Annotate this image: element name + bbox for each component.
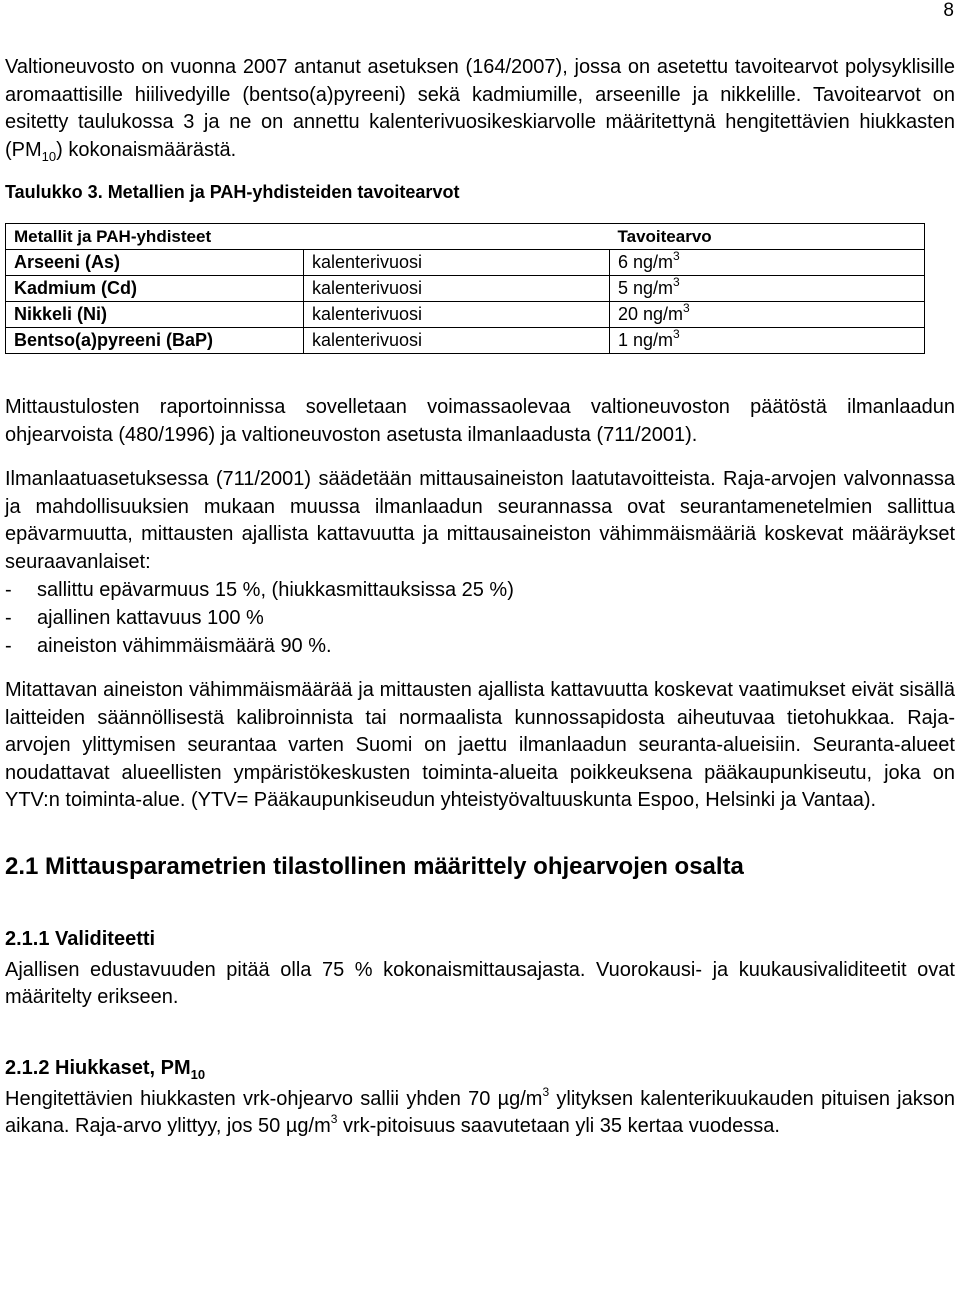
table-header-row — [6, 224, 925, 250]
table-caption: Taulukko 3. Metallien ja PAH-yhdisteiden tavoitearvot — [5, 182, 460, 202]
validity-paragraph: Ajallisen edustavuuden pitää olla 75 % kokonaismittausajasta. Vuorokausi- ja kuukausivaliditeetit ovat määritelty erikseen. — [5, 958, 955, 1008]
cell-value: 20 $ng/m^3$ — [610, 302, 925, 328]
intro-paragraph — [5, 54, 955, 164]
cell-period: kalenterivuosi — [304, 328, 610, 354]
cell-value: 5 $ng/m^3$ — [610, 276, 925, 302]
cell-period: kalenterivuosi — [304, 276, 610, 302]
cell-period: kalenterivuosi — [304, 250, 610, 276]
subsection-heading-validity: 2.1.1 Validiteetti — [5, 927, 156, 950]
list-item: - sallittu epävarmuus 15 %, (hiukkasmittauksissa 25 %) — [5, 579, 514, 601]
page-number: 8 — [943, 0, 954, 21]
list-item: - aineiston vähimmäismäärä 90 %. — [5, 635, 332, 657]
reporting-paragraph: Mittaustulosten raportoinnissa sovelletaan voimassaolevaa valtioneuvoston päätöstä ilmanlaadun ohjearvoista (480/1996) ja valtioneuvoston asetusta ilmanlaadusta (711/2001). — [5, 396, 955, 446]
table-row — [6, 276, 925, 302]
pm10-subscript: 10 — [41, 148, 57, 164]
table-row — [6, 328, 925, 354]
minimum-paragraph: Mitattavan aineiston vähimmäismäärää ja mittausten ajallista kattavuutta koskevat vaatimukset eivät sisällä laitteiden säännöllisestä kalibroinnista tai normaalista kunnossapidosta aiheutuvaa tietohukkaa. Raja-arvojen ylittymisen seurantaa varten Suomi on jaettu ilmanlaadun seuranta-alueisiin. Seuranta-alueet noudattavat alueellisten ympäristökeskusten toiminta-alueita poikkeuksena pääkaupunkiseutu, joka on YTV:n toiminta-alue. (YTV= Pääkaupunkiseudun yhteistyövaltuuskunta Espoo, Helsinki ja Vantaa). — [5, 679, 955, 811]
cell-substance: Arseeni (As) — [6, 250, 304, 276]
subsection-heading-particles: 2.1.2 Hiukkaset, $PM_{10}$ — [5, 1056, 206, 1082]
header-target-value: Tavoitearvo — [610, 224, 925, 250]
document-body — [5, 54, 955, 1141]
requirements-list — [5, 576, 955, 660]
cell-value: 6 $ng/m^3$ — [610, 250, 925, 276]
intro-text: Valtioneuvosto on vuonna 2007 antanut asetuksen (164/2007), jossa on asetettu tavoitearvot polysyklisille aromaattisille hiilivedyille (bentso(a)pyreeni) sekä kadmiumille, arseenille ja nikkelille. Tavoitearvot on esitetty taulukossa 3 ja ne on annettu kalenterivuosikeskiarvolle määritettynä hengitettävien hiukkasten (PM — [5, 56, 955, 161]
cell-substance: Nikkeli (Ni) — [6, 302, 304, 328]
target-values-table — [5, 223, 925, 354]
header-substance: Metallit ja PAH-yhdisteet — [6, 224, 304, 250]
particles-paragraph: Hengitettävien hiukkasten vrk-ohjearvo sallii yhden 70 $\mu g/m^3$ ylityksen kalenterikuukauden pituisen jakson aikana. Raja-arvo ylittyy, jos 50 $\mu g/m^3$ vrk-pitoisuus saavutetaan yli 35 kertaa vuodessa. — [5, 1084, 955, 1137]
section-heading: 2.1 Mittausparametrien tilastollinen määrittely ohjearvojen osalta — [5, 852, 744, 880]
table-row — [6, 250, 925, 276]
quality-paragraph: Ilmanlaatuasetuksessa (711/2001) säädetään mittausaineiston laatutavoitteista. Raja-arvojen valvonnassa ja mahdollisuuksien mukaan muussa ilmanlaadun seurannassa ovat seurantamenetelmien sallittua epävarmuutta, mittausten ajallista kattavuutta ja mittausaineiston vähimmäismääriä koskevat määräykset seuraavanlaiset: — [5, 468, 955, 573]
cell-value: 1 $ng/m^3$ — [610, 328, 925, 354]
cell-period: kalenterivuosi — [304, 302, 610, 328]
table-row — [6, 302, 925, 328]
cell-substance: Kadmium (Cd) — [6, 276, 304, 302]
list-item: - ajallinen kattavuus 100 % — [5, 607, 264, 629]
intro-text-end: ) kokonaismäärästä. — [56, 138, 237, 161]
cell-substance: Bentso(a)pyreeni (BaP) — [6, 328, 304, 354]
header-period — [304, 224, 610, 250]
